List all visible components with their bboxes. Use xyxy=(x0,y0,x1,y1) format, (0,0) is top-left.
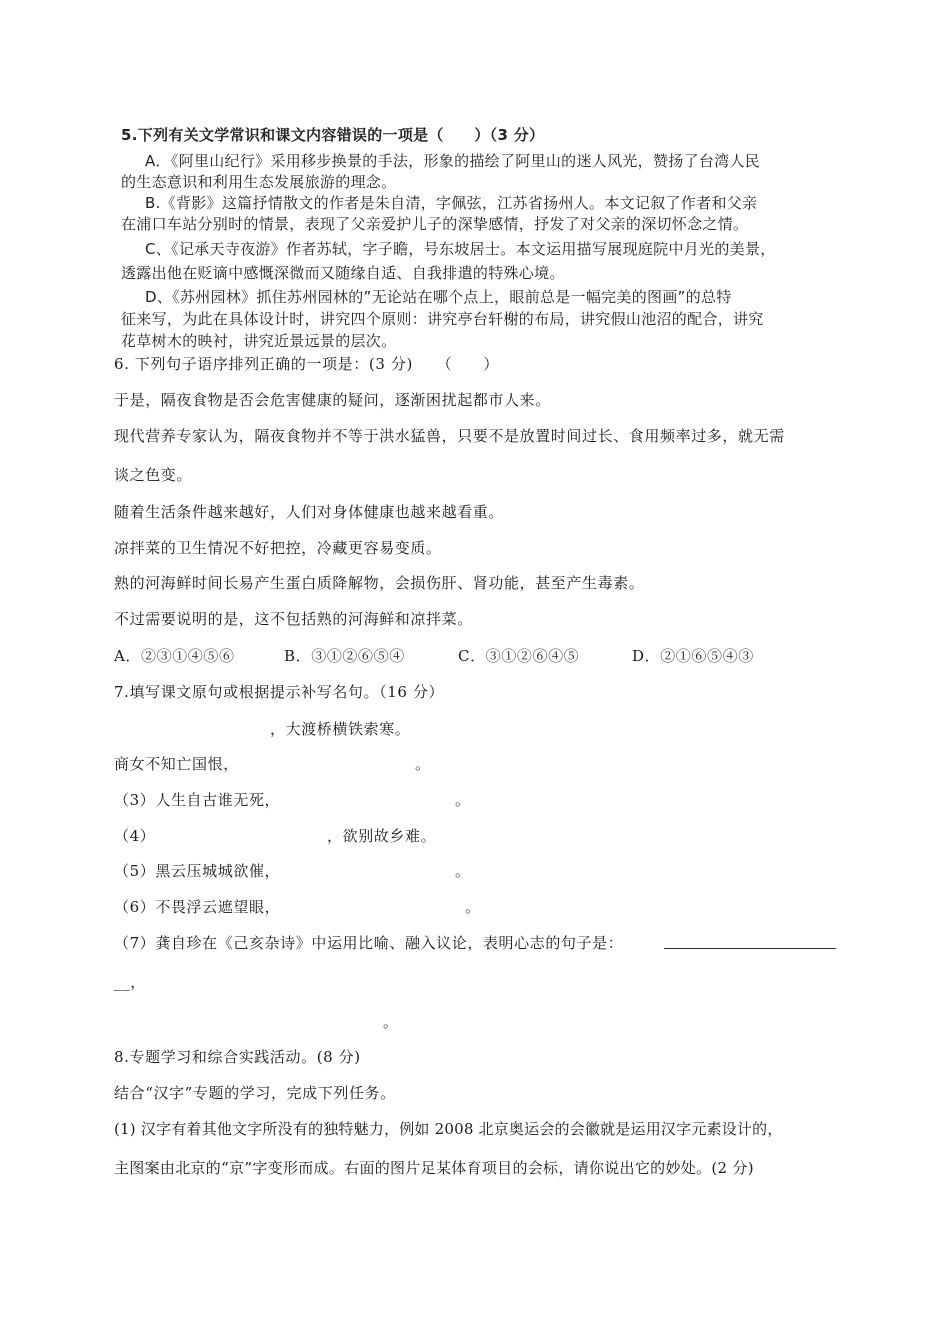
q5-option-b-line2: 在浦口车站分别时的情景，表现了父亲爱护儿子的深挚感情，抒发了对父亲的深切怀念之情。 xyxy=(121,215,749,233)
q5-option-a-line1: A．《阿里山纪行》采用移步换景的手法，形象的描绘了阿里山的迷人风光，赞扬了台湾人民 xyxy=(145,152,761,170)
q7-line-4a: （4） xyxy=(114,827,156,845)
q6-sentence-3: 随着生活条件越来越好，人们对身体健康也越来越看重。 xyxy=(114,503,505,521)
q7-line-5b: 。 xyxy=(455,862,471,880)
q8-part1-line1: (1) 汉字有着其他文字所没有的独特魅力，例如 2008 北京奥运会的会徽就是运用汉字元素设计的， xyxy=(114,1120,783,1138)
q7-line-7c: 。 xyxy=(383,1013,399,1031)
q6-option-d: D．②①⑥⑤④③ xyxy=(632,647,754,665)
q6-sentence-2a: 现代营养专家认为，隔夜食物并不等于洪水猛兽，只要不是放置时间过长、食用频率过多，就无需 xyxy=(114,427,785,445)
q7-line-4b: ，欲别故乡难。 xyxy=(327,827,437,845)
q6-sentence-6: 不过需要说明的是，这不包括熟的河海鲜和凉拌菜。 xyxy=(114,610,473,628)
q6-option-a: A．②③①④⑤⑥ xyxy=(114,647,235,665)
q7-line-7b: __， xyxy=(114,973,146,991)
q6-sentence-5: 熟的河海鲜时间长易产生蛋白质降解物，会损伤肝、肾功能，甚至产生毒素。 xyxy=(114,574,645,592)
q6-sentence-4: 凉拌菜的卫生情况不好把控，冷藏更容易变质。 xyxy=(114,539,442,557)
q5-option-d-line1: D、《苏州园林》抓住苏州园林的”无论站在哪个点上，眼前总是一幅完美的图画”的总特 xyxy=(145,288,732,306)
q6-sentence-2b: 谈之色变。 xyxy=(114,466,193,484)
q7-stem: 7.填写课文原句或根据提示补写名句。（16 分） xyxy=(114,683,445,701)
q8-stem: 8.专题学习和综合实践活动。(8 分) xyxy=(114,1048,361,1066)
q6-sentence-1: 于是，隔夜食物是否会危害健康的疑问，逐渐困扰起都市人来。 xyxy=(114,391,551,409)
q5-stem: 5.下列有关文学常识和课文内容错误的一项是（ ）（3 分） xyxy=(121,126,545,144)
q5-option-b-line1: B.《背影》这篇抒情散文的作者是朱自清，字佩弦，江苏省扬州人。本文记叙了作者和父亲 xyxy=(145,194,758,212)
q7-answer-blank xyxy=(664,948,836,949)
q6-option-b: B．③①②⑥⑤④ xyxy=(284,647,405,665)
q7-line-3a: （3）人生自古谁无死， xyxy=(114,791,281,809)
q5-option-c-line2: 透露出他在贬谪中感慨深微而又随缘自适、自我排遣的特殊心境。 xyxy=(121,264,565,282)
q7-line-6a: （6）不畏浮云遮望眼， xyxy=(114,898,281,916)
q6-stem: 6. 下列句子语序排列正确的一项是：(3 分) （ ） xyxy=(114,355,499,373)
q7-line-5a: （5）黑云压城城欲催， xyxy=(114,862,281,880)
q5-option-a-line2: 的生态意识和利用生态发展旅游的理念。 xyxy=(121,173,397,191)
q7-line-6b: 。 xyxy=(465,898,481,916)
q7-line-7: （7）龚自珍在《己亥杂诗》中运用比喻、融入议论，表明心志的句子是： xyxy=(114,934,624,952)
q5-option-d-line3: 花草树木的映衬，讲究近景远景的层次。 xyxy=(121,332,397,350)
q7-line-2a: 商女不知亡国恨， xyxy=(114,755,239,773)
q5-option-c-line1: C、《记承天寺夜游》作者苏轼，字子瞻，号东坡居士。本文运用描写展现庭院中月光的美景， xyxy=(145,240,776,258)
q5-option-d-line2: 征来写，为此在具体设计时，讲究四个原则：讲究亭台轩榭的布局，讲究假山池沼的配合，讲究 xyxy=(121,310,764,328)
q7-line-1: ，大渡桥横铁索寒。 xyxy=(270,720,411,738)
q8-part1-line2: 主图案由北京的“京”字变形而成。右面的图片足某体育项目的会标，请你说出它的妙处。(2 分) xyxy=(114,1159,754,1177)
q6-option-c: C．③①②⑥④⑤ xyxy=(458,647,580,665)
q7-line-3b: 。 xyxy=(455,791,471,809)
q8-intro: 结合“汉字”专题的学习，完成下列任务。 xyxy=(114,1084,396,1102)
q7-line-2b: 。 xyxy=(415,755,431,773)
